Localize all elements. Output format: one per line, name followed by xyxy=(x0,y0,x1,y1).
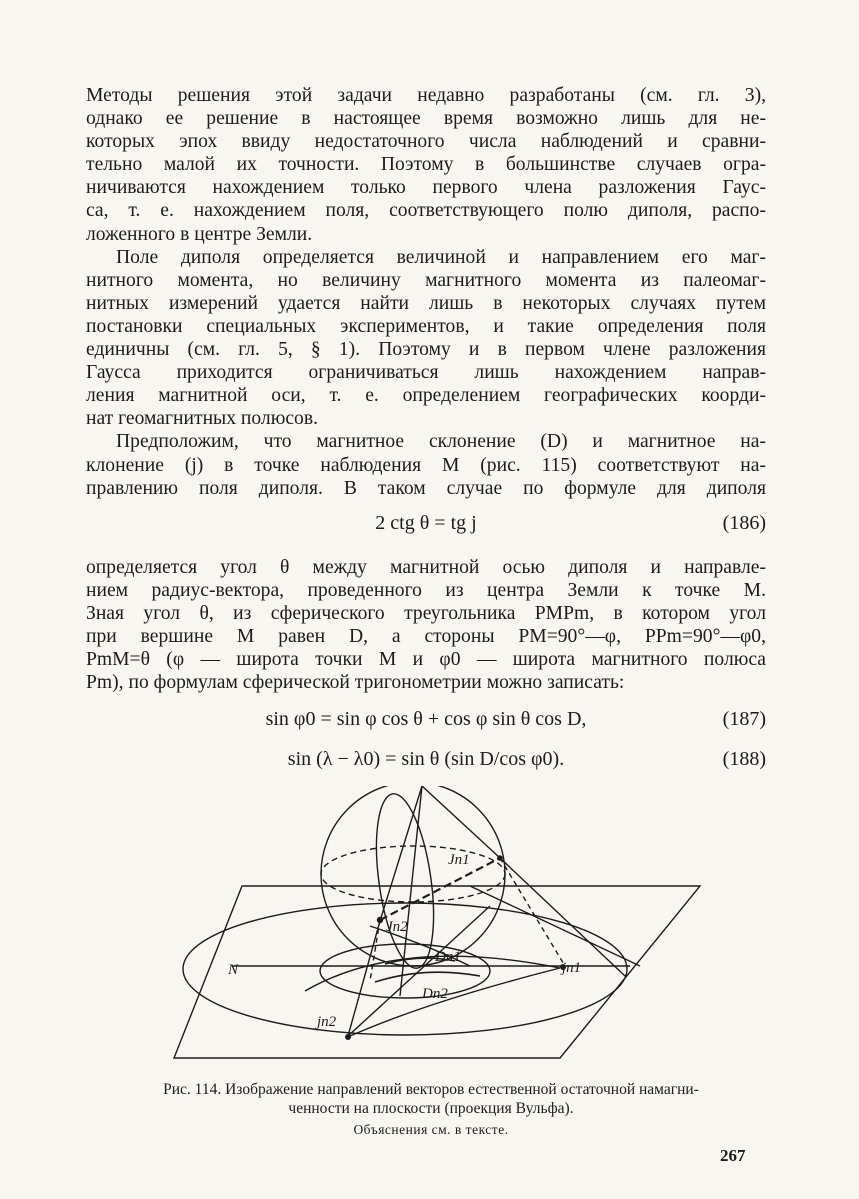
wulff-projection-figure xyxy=(170,786,710,1076)
text-line: нием радиус-вектора, проведенного из центра Земли к точке M. xyxy=(86,579,766,601)
text-line: которых эпох ввиду недостаточного числа наблюдений и сравни- xyxy=(86,131,766,153)
vector-line xyxy=(348,906,490,1036)
paragraph-3 xyxy=(86,430,766,499)
text-line: при вершине M равен D, а стороны PM=90°—φ, PPm=90°—φ0, xyxy=(86,625,766,647)
text-line: Методы решения этой задачи недавно разработаны (см. гл. 3), xyxy=(86,85,766,106)
text-line: нитного момента, но величину магнитного момента из палеомаг- xyxy=(86,269,766,291)
label-jn1-top: Jn1 xyxy=(448,852,470,868)
equation-formula: sin (λ − λ0) = sin θ (sin D/cos φ0). xyxy=(287,748,565,771)
text-line: однако ее решение в настоящее время возможно лишь для не- xyxy=(86,108,766,130)
dn2-arc xyxy=(375,972,480,982)
paragraph-1 xyxy=(86,84,766,246)
point xyxy=(377,917,383,923)
vector-line xyxy=(380,858,500,920)
text-line: ничиваются нахождением только первого члена разложения Гаус- xyxy=(86,177,766,199)
pole-axis xyxy=(400,786,422,996)
vector-line xyxy=(500,858,565,966)
equation-formula: sin φ0 = sin φ cos θ + cos φ sin θ cos D, xyxy=(265,708,587,731)
text-line: правлению поля диполя. В таком случае по формуле для диполя xyxy=(86,477,766,499)
caption-line-3: Объяснения см. в тексте. xyxy=(353,1122,509,1137)
label-n: N xyxy=(228,962,239,978)
text-line: постановки специальных экспериментов, и такие определения поля xyxy=(86,315,766,337)
equation-number: (187) xyxy=(722,708,766,731)
caption-line-2: ченности на плоскости (проекция Вульфа). xyxy=(288,1100,574,1117)
text-line: определяется угол θ между магнитной осью диполя и направле- xyxy=(86,556,766,578)
equation-number: (186) xyxy=(722,511,766,534)
text-line: нат геомагнитных полюсов. xyxy=(86,408,318,430)
text-line: единичны (см. гл. 5, § 1). Поэтому и в первом члене разложения xyxy=(86,339,766,361)
equation-number: (188) xyxy=(722,748,766,771)
paragraph-4 xyxy=(86,556,766,695)
point xyxy=(345,1034,351,1040)
text-line: PmM=θ (φ — широта точки M и φ0 — широта магнитного полюса xyxy=(86,649,766,671)
vector-line xyxy=(470,886,640,966)
figure-caption xyxy=(86,1080,776,1139)
equation-188 xyxy=(86,748,766,778)
caption-line-1: Рис. 114. Изображение направлений векторов естественной остаточной намагни- xyxy=(163,1081,699,1098)
projection-arc xyxy=(350,968,560,1036)
text-line: Pm), по формулам сферической тригонометрии можно записать: xyxy=(86,672,625,694)
text-line: Гаусса приходится ограничиваться лишь нахождением направ- xyxy=(86,362,766,384)
text-line: ложенного в центре Земли. xyxy=(86,223,313,245)
equation-186 xyxy=(86,512,766,542)
text-line: ления магнитной оси, т. е. определением географических коорди- xyxy=(86,385,766,407)
text-line: нитных измерений удается найти лишь в некоторых случаях путем xyxy=(86,292,766,314)
text-line: Предположим, что магнитное склонение (D) и магнитное на- xyxy=(116,431,766,453)
text-line: тельно малой их точности. Поэтому в большинстве случаев огра- xyxy=(86,154,766,176)
paragraph-2 xyxy=(86,246,766,431)
label-jn2-bottom: jn2 xyxy=(317,1014,337,1030)
label-jn2-mid: Jn2 xyxy=(386,919,408,935)
text-line: са, т. е. нахождением поля, соответствующего полю диполя, распо- xyxy=(86,200,766,222)
vector-line xyxy=(500,858,625,976)
label-dn1: Dn1 xyxy=(435,949,461,965)
label-jn1-right: jn1 xyxy=(562,960,582,976)
vector-line xyxy=(348,921,380,1036)
text-line: клонение (j) в точке наблюдения M (рис. 115) соответствуют на- xyxy=(86,454,766,476)
text-line: Зная угол θ, из сферического треугольника PMPm, в котором угол xyxy=(86,602,766,624)
label-dn2: Dn2 xyxy=(422,986,448,1002)
equation-formula: 2 ctg θ = tg j xyxy=(375,511,477,534)
page-body xyxy=(86,84,766,778)
text-line: Поле диполя определяется величиной и направлением его маг- xyxy=(116,246,766,268)
page-number: 267 xyxy=(720,1146,746,1165)
point xyxy=(497,855,503,861)
equation-187 xyxy=(86,708,766,738)
